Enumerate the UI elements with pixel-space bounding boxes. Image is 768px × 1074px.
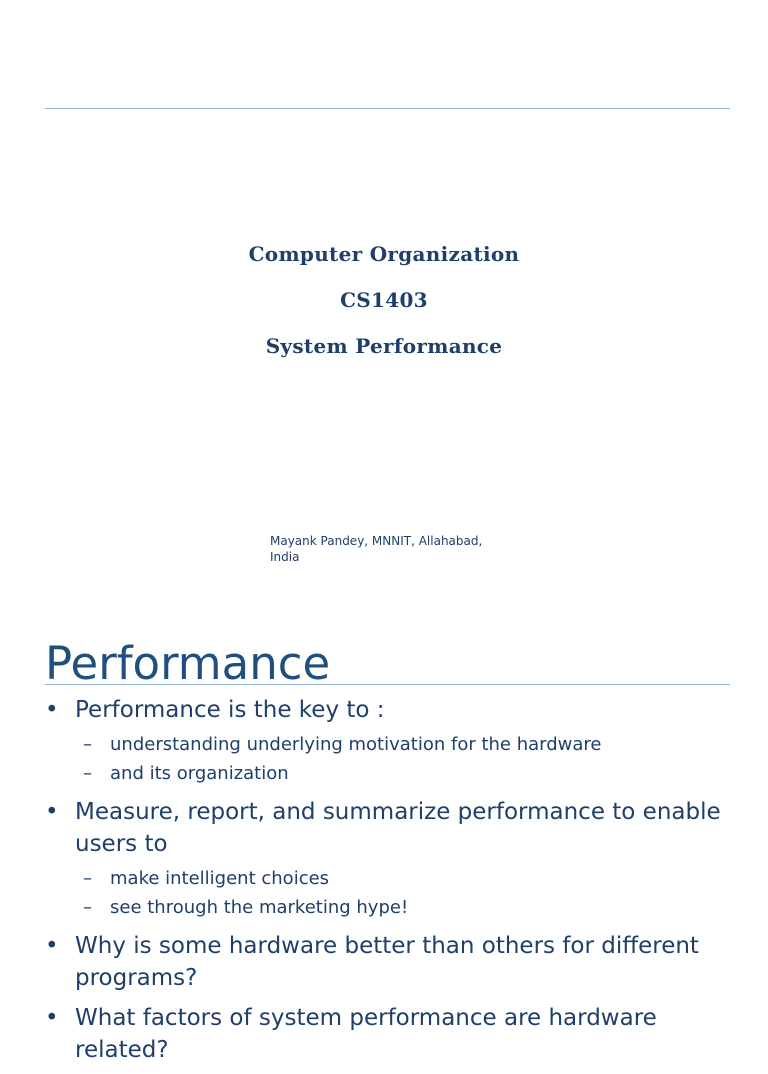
bullet-list bbox=[45, 694, 735, 1074]
heading-divider bbox=[45, 684, 730, 685]
bullet-item bbox=[45, 796, 735, 922]
bullet-item bbox=[45, 930, 735, 994]
title-divider bbox=[45, 108, 730, 109]
bullet-marker-icon: • bbox=[45, 933, 59, 959]
sub-bullet-item bbox=[75, 730, 735, 759]
course-code: CS1403 bbox=[340, 288, 428, 312]
dash-marker-icon: – bbox=[83, 868, 92, 889]
performance-slide bbox=[0, 620, 768, 1063]
sub-bullet-text: and its organization bbox=[110, 763, 289, 784]
author-line: India bbox=[270, 550, 300, 564]
bullet-text: Performance is the key to : bbox=[75, 697, 385, 723]
sub-bullet-list bbox=[75, 864, 735, 922]
bullet-item bbox=[45, 694, 735, 788]
bullet-marker-icon: • bbox=[45, 697, 59, 723]
course-name: Computer Organization bbox=[248, 242, 520, 266]
sub-bullet-item bbox=[75, 893, 735, 922]
dash-marker-icon: – bbox=[83, 763, 92, 784]
bullet-item bbox=[45, 1002, 735, 1066]
sub-bullet-item bbox=[75, 759, 735, 788]
bullet-marker-icon: • bbox=[45, 1005, 59, 1031]
bullet-text: Measure, report, and summarize performance to enable users to bbox=[75, 799, 721, 857]
sub-bullet-text: understanding underlying motivation for the hardware bbox=[110, 734, 602, 755]
sub-bullet-text: make intelligent choices bbox=[110, 868, 330, 889]
author-line: Mayank Pandey, MNNIT, Allahabad, bbox=[270, 534, 483, 548]
sub-bullet-text: see through the marketing hype! bbox=[110, 897, 409, 918]
dash-marker-icon: – bbox=[83, 734, 92, 755]
slide-heading: Performance bbox=[45, 637, 331, 690]
slide-topic: System Performance bbox=[265, 334, 503, 358]
author-info bbox=[270, 533, 510, 565]
sub-bullet-list bbox=[75, 730, 735, 788]
bullet-text: Why is some hardware better than others for different programs? bbox=[75, 933, 699, 991]
dash-marker-icon: – bbox=[83, 897, 92, 918]
bullet-text: What factors of system performance are hardware related? bbox=[75, 1005, 657, 1063]
sub-bullet-item bbox=[75, 864, 735, 893]
bullet-marker-icon: • bbox=[45, 799, 59, 825]
